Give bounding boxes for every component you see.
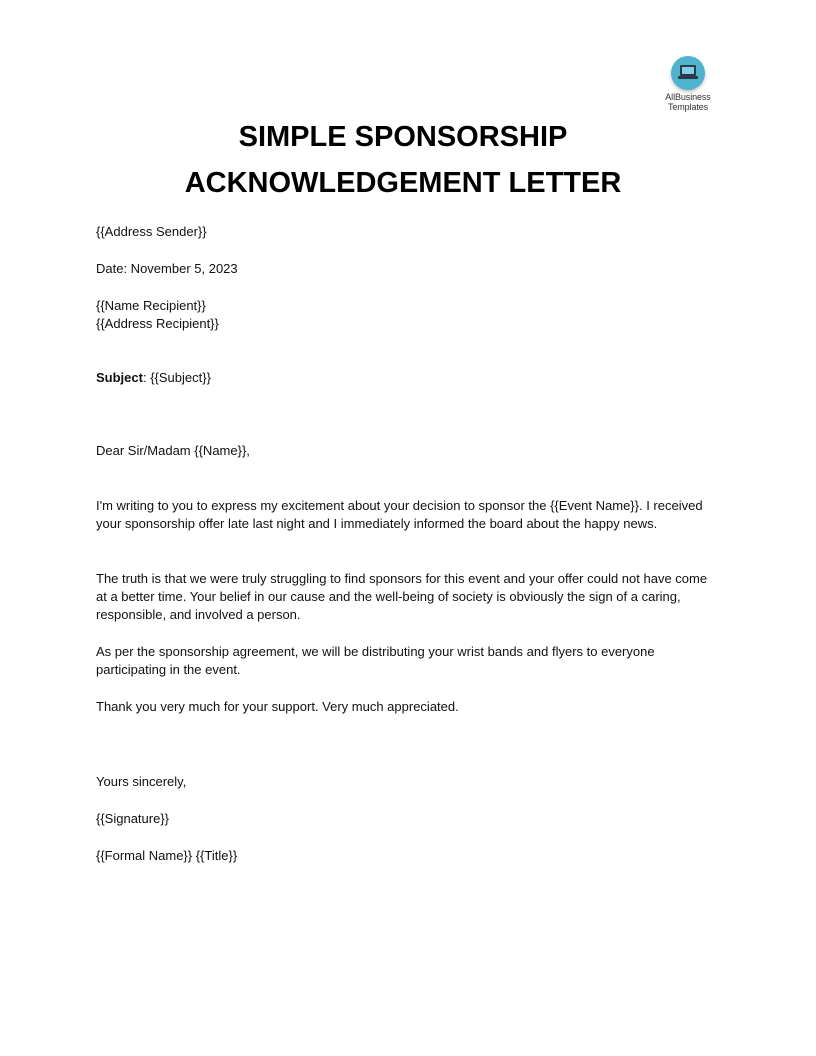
paragraph-4: Thank you very much for your support. Very much appreciated.	[96, 699, 459, 714]
formal-name-title: {{Formal Name}} {{Title}}	[96, 848, 238, 863]
logo-line-1: AllBusiness	[665, 92, 711, 102]
laptop-icon	[671, 56, 705, 90]
subject-value: : {{Subject}}	[142, 370, 211, 385]
paragraph-3: As per the sponsorship agreement, we will be distributing your wrist bands and flyers to everyone participating in the event.	[96, 644, 655, 677]
subject-label: Subject	[96, 370, 143, 385]
title-line-2: ACKNOWLEDGEMENT LETTER	[184, 167, 622, 199]
letter-date: Date: November 5, 2023	[96, 261, 238, 276]
sender-address: {{Address Sender}}	[96, 224, 207, 239]
title-line-1: SIMPLE SPONSORSHIP	[238, 121, 568, 153]
subject-line	[96, 369, 716, 387]
brand-logo	[652, 56, 724, 112]
recipient-address: {{Address Recipient}}	[96, 316, 219, 331]
logo-text	[652, 92, 724, 112]
closing: Yours sincerely,	[96, 774, 187, 789]
paragraph-2: The truth is that we were truly struggling to find sponsors for this event and your offer could not have come at a better time. Your belief in our cause and the well-being of society is obviously the sign of a caring, responsible, and involved a person.	[96, 571, 708, 622]
recipient-name: {{Name Recipient}}	[96, 298, 206, 313]
paragraph-1: I'm writing to you to express my excitement about your decision to sponsor the {{Event Name}}. I received your sponsorship offer late last night and I immediately informed the board about the happy news.	[96, 498, 703, 531]
page-title	[96, 114, 710, 206]
logo-line-2: Templates	[667, 102, 709, 112]
signature: {{Signature}}	[96, 811, 170, 826]
greeting: Dear Sir/Madam {{Name}},	[96, 443, 250, 458]
